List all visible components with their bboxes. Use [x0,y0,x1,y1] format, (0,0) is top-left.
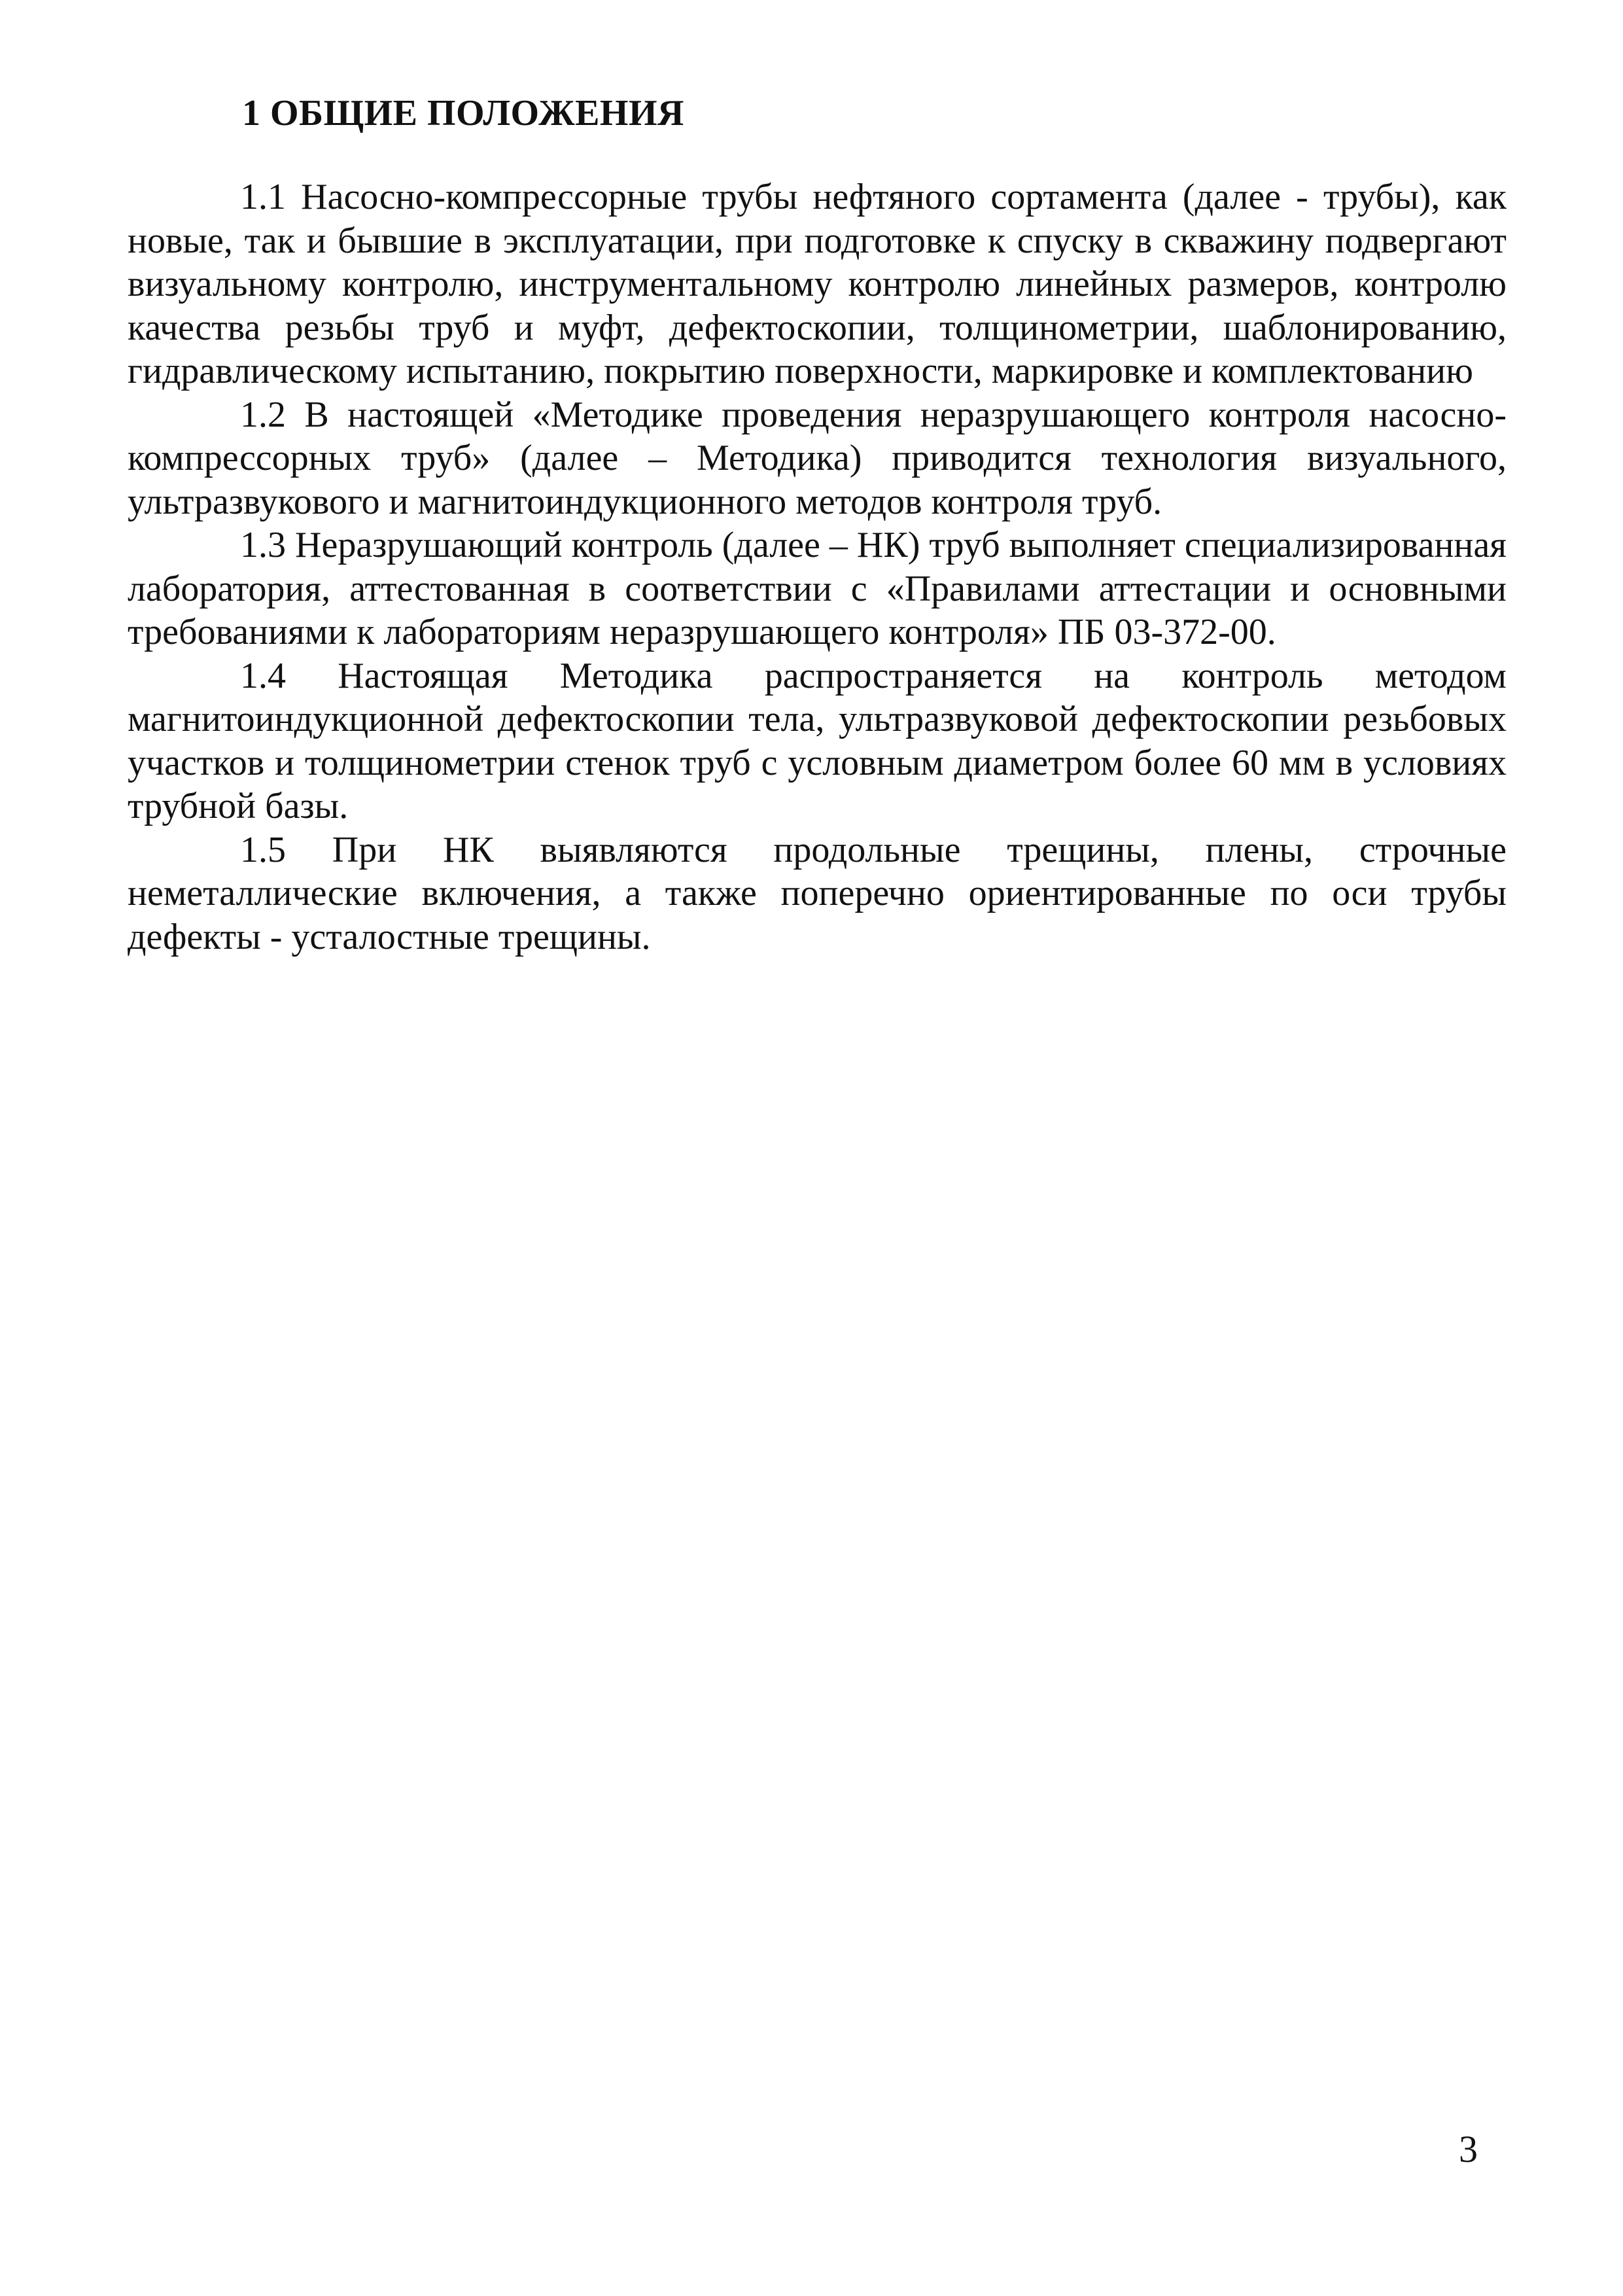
paragraph-1-1: 1.1 Насосно-компрессорные трубы нефтяного сортамента (далее - трубы), как новые, так и бывшие в эксплуатации, при подготовке к спуску в скважину подвергают визуальному контролю, инструментальному контролю линейных размеров, контролю качества резьбы труб и муфт, дефектоскопии, толщинометрии, шаблонированию, гидравлическому испытанию, покрытию поверхности, маркировке и комплектованию [128,177,1507,391]
paragraph-1-4: 1.4 Настоящая Методика распространяется на контроль методом магнитоиндукционной дефектоскопии тела, ультразвуковой дефектоскопии резьбовых участков и толщинометрии стенок труб с условным диаметром более 60 мм в условиях трубной базы. [128,655,1507,826]
paragraph-1-5: 1.5 При НК выявляются продольные трещины, плены, строчные неметаллические включения, а также поперечно ориентированные по оси трубы дефекты - усталостные трещины. [128,829,1507,957]
paragraph-1-3: 1.3 Неразрушающий контроль (далее – НК) труб выполняет специализированная лаборатория, аттестованная в соответствии с «Правилами аттестации и основными требованиями к лабораториям неразрушающего контроля» ПБ 03-372-00. [128,525,1507,652]
page-number: 3 [1459,2128,1478,2170]
section-heading: 1 ОБЩИЕ ПОЛОЖЕНИЯ [242,93,684,133]
document-body [128,175,1507,959]
paragraph-1-2: 1.2 В настоящей «Методике проведения неразрушающего контроля насосно-компрессорных труб» (далее – Методика) приводится технология визуального, ультразвукового и магнитоиндукционного методов контроля труб. [128,394,1507,522]
